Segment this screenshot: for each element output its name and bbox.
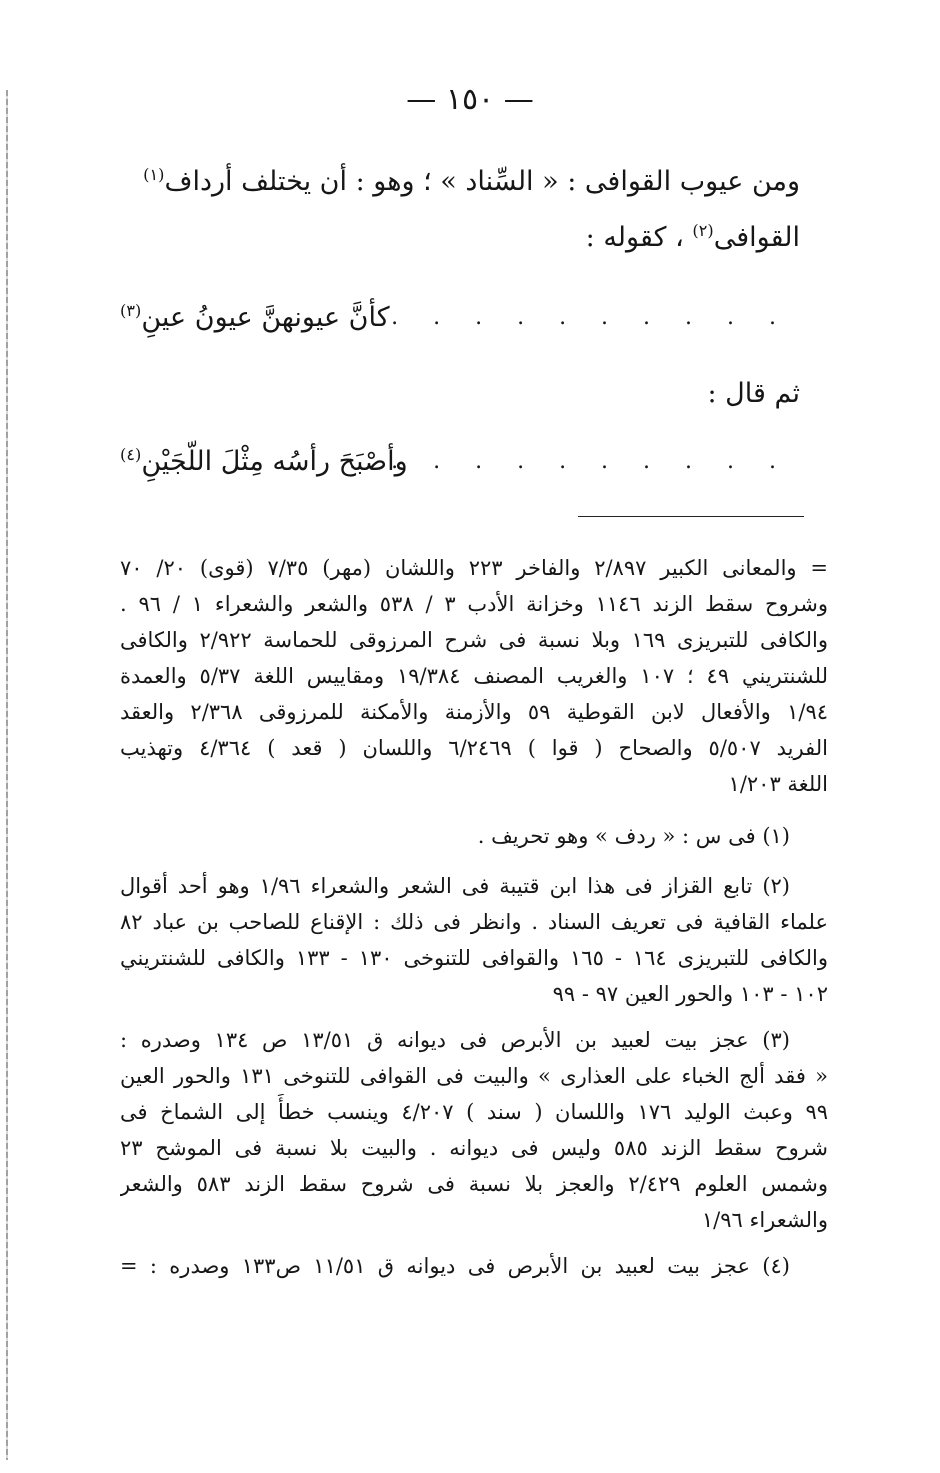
main-text-line-1-body: ومن عيوب القوافى : « السِّناد » ؛ وهو : أن يختلف أرداف	[164, 166, 800, 197]
footnote-continued-line: الفريد ٥/٥٠٧ والصحاح ( قوا ) ٦/٢٤٦٩ واللسان ( قعد ) ٤/٣٦٤ وتهذيب	[120, 736, 828, 760]
footnote-continued-line: = والمعانى الكبير ٢/٨٩٧ والفاخر ٢٢٣ واللشان (مهر) ٧/٣٥ (قوى) ٢٠/ ٧٠	[120, 556, 828, 580]
footnote-ref-4: (٤)	[120, 445, 142, 464]
verse-1-text: كأنَّ عيونهنَّ عيونُ عينِ	[141, 302, 390, 333]
footnote-2-line: (٢) تابع القزاز فى هذا ابن قتيبة فى الشعر والشعراء ١/٩٦ وهو أحد أقوال	[120, 874, 790, 898]
footnote-3-line: شروح سقط الزند ٥٨٥ وليس فى ديوانه . والبيت بلا نسبة فى الموشح ٢٣	[120, 1136, 828, 1160]
footnote-3-line: ٩٩ وعبث الوليد ١٧٦ واللسان ( سند ) ٤/٢٠٧ وينسب خطأً إلى الشماخ فى	[120, 1100, 828, 1124]
footnote-3-line: « فقد ألج الخباء على العذارى » والبيت فى القوافى للتنوخى ١٣١ والحور العين	[120, 1064, 828, 1088]
verse-2-text: وأصْبَحَ رأسُه مِثْلَ اللُّجَيْنِ	[141, 446, 408, 477]
footnote-continued-line: ١/٩٤ والأفعال لابن القوطية ٥٩ والأزمنة والأمكنة للمرزوقى ٢/٣٦٨ والعقد	[120, 700, 828, 724]
footnote-separator	[578, 516, 804, 517]
footnote-3-line: وشمس العلوم ٢/٤٢٩ والعجز بلا نسبة فى شروح سقط الزند ٥٨٣ والشعر	[120, 1172, 828, 1196]
verse-1-hemistich	[120, 296, 390, 340]
binding-edge	[6, 90, 8, 1460]
connector-line: ثم قال :	[707, 378, 800, 409]
footnote-3-line: (٣) عجز بيت لعبيد بن الأبرص فى ديوانه ق ١٣/٥١ ص ١٣٤ وصدره :	[120, 1028, 790, 1052]
verse-line-2	[120, 440, 790, 488]
footnote-continued-line: اللغة ١/٢٠٣	[728, 772, 828, 796]
main-text-line-1	[90, 160, 800, 208]
page-number: — ١٥٠ —	[406, 82, 534, 117]
footnote-continued-line: والكافى للتبريزى ١٦٩ وبلا نسبة فى شرح المرزوقى للحماسة ٢/٩٢٢ والكافى	[120, 628, 828, 652]
verse-1-omission-dots: . . . . . . . . . .	[391, 305, 790, 330]
footnote-ref-1: (١)	[143, 165, 165, 184]
main-text-line-2	[90, 216, 800, 264]
footnote-1: (١) فى س : « ردف » وهو تحريف .	[477, 824, 790, 848]
main-text-line-2-word: القوافى	[713, 222, 800, 253]
footnote-2-line: والكافى للتبريزى ١٦٤ - ١٦٥ والقوافى للتنوخى ١٣٠ - ١٣٣ والكافى للشنتريني	[120, 946, 828, 970]
footnote-3-line: والشعراء ١/٩٦	[701, 1208, 828, 1232]
main-text-line-2-rest: ، كقوله :	[585, 222, 684, 253]
footnote-continued-line: وشروح سقط الزند ١١٤٦ وخزانة الأدب ٣ / ٥٣٨ والشعر والشعراء ١ / ٩٦ .	[120, 592, 828, 616]
footnote-ref-3: (٣)	[120, 301, 142, 320]
verse-2-hemistich	[120, 440, 408, 484]
verse-line-1	[120, 296, 790, 344]
verse-2-omission-dots: . . . . . . . . . . .	[349, 449, 790, 474]
footnote-ref-2: (٢)	[692, 221, 714, 240]
footnote-continued-line: للشنتريني ٤٩ ؛ ١٠٧ والغريب المصنف ١٩/٣٨٤ ومقاييس اللغة ٥/٣٧ والعمدة	[120, 664, 828, 688]
footnote-4: (٤) عجز بيت لعبيد بن الأبرص فى ديوانه ق ١١/٥١ ص١٣٣ وصدره : =	[120, 1254, 790, 1278]
footnote-2-line: ١٠٢ - ١٠٣ والحور العين ٩٧ - ٩٩	[552, 982, 828, 1006]
footnote-2-line: علماء القافية فى تعريف السناد . وانظر فى ذلك : الإقناع للصاحب بن عباد ٨٢	[120, 910, 828, 934]
